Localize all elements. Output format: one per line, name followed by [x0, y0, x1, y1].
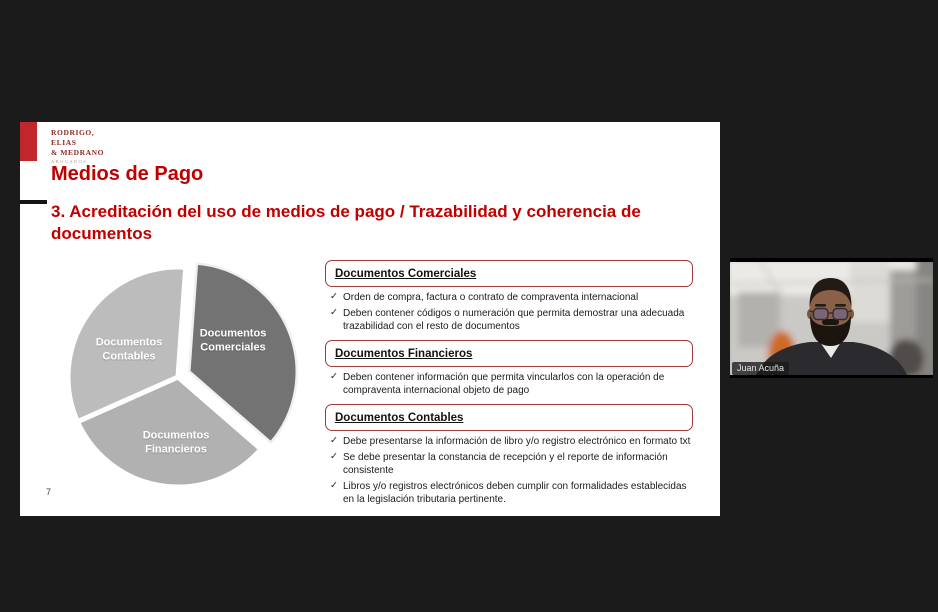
shared-slide	[20, 122, 720, 516]
pie-chart-svg	[45, 257, 305, 497]
firm-subtitle: ABOGADOS	[51, 159, 88, 165]
slide-title: Medios de Pago	[51, 163, 204, 185]
bullet-item	[330, 307, 693, 333]
bullet-text: Deben contener información que permita vincularlos con la operación de compraventa internacional objeto de pago	[343, 372, 665, 396]
section-box-comerciales	[325, 260, 693, 287]
pie-label-financieros: Documentos Financieros	[142, 429, 210, 455]
bullet-item	[330, 371, 693, 397]
bullet-item	[330, 451, 693, 477]
page-number: 7	[46, 487, 52, 497]
bullet-list-comerciales	[325, 291, 693, 333]
bullet-item	[330, 435, 693, 448]
check-icon: ✓	[330, 307, 338, 318]
firm-logo-mark	[20, 122, 37, 161]
document-sections	[325, 260, 693, 513]
firm-name-line: ELIAS	[51, 137, 77, 147]
participant-name-badge: Juan Acuña	[732, 362, 789, 375]
pie-label-contables: Documentos Contables	[95, 336, 163, 362]
section-box-financieros	[325, 340, 693, 367]
webcam-video	[730, 262, 933, 375]
section-title: Documentos Financieros	[335, 348, 473, 360]
bullet-text: Se debe presentar la constancia de recepción y el reporte de información consistente	[343, 452, 668, 476]
bullet-list-contables	[325, 435, 693, 506]
bullet-text: Debe presentarse la información de libro y/o registro electrónico en formato txt	[343, 436, 691, 447]
check-icon: ✓	[330, 371, 338, 382]
check-icon: ✓	[330, 480, 338, 491]
section-heading: 3. Acreditación del uso de medios de pago / Trazabilidad y coherencia de documentos	[51, 202, 641, 243]
firm-name-line: RODRIGO,	[51, 128, 95, 137]
check-icon: ✓	[330, 291, 338, 302]
check-icon: ✓	[330, 435, 338, 446]
bullet-text: Deben contener códigos o numeración que permita demostrar una adecuada trazabilidad con el resto de documentos	[343, 308, 685, 332]
check-icon: ✓	[330, 451, 338, 462]
heading-dash-decoration	[20, 200, 47, 204]
section-title: Documentos Comerciales	[335, 268, 477, 280]
firm-logo	[51, 128, 104, 165]
bullet-list-financieros	[325, 371, 693, 397]
participant-video-tile[interactable]	[730, 258, 933, 378]
documents-pie-chart	[45, 257, 305, 497]
bullet-text: Libros y/o registros electrónicos deben cumplir con formalidades establecidas en la legislación tributaria pertinente.	[343, 481, 687, 505]
section-box-contables	[325, 404, 693, 431]
bullet-item	[330, 480, 693, 506]
section-title: Documentos Contables	[335, 412, 464, 424]
bullet-item	[330, 291, 693, 304]
bullet-text: Orden de compra, factura o contrato de compraventa internacional	[343, 292, 639, 303]
pie-label-comerciales: Documentos Comerciales	[199, 327, 267, 353]
firm-name-line: & MEDRANO	[51, 147, 105, 157]
